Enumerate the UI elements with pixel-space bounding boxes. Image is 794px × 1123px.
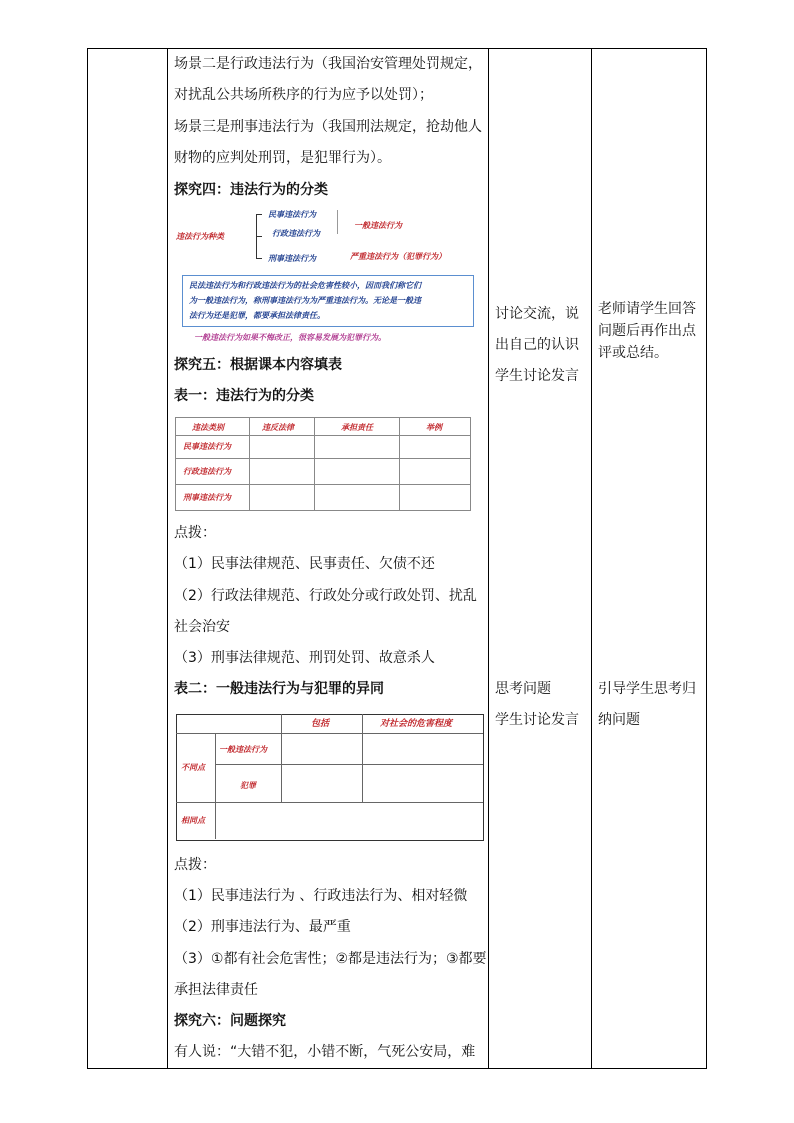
paragraph-line: 场景三是刑事违法行为（我国刑法规定，抢劫他人 — [174, 119, 482, 135]
table2-header: 对社会的危害程度 — [380, 719, 453, 729]
hint-line: 社会治安 — [174, 619, 230, 635]
table1-rowline — [175, 484, 470, 485]
paragraph-line: 场景二是行政违法行为（我国治安管理处罚规定， — [174, 56, 482, 72]
diagram-tick — [256, 258, 262, 259]
table2-diff-label: 不同点 — [181, 762, 205, 772]
hint-line: 承担法律责任 — [174, 982, 258, 998]
teacher-activity-line: 引导学生思考归 — [598, 681, 696, 697]
table2-colline — [281, 714, 282, 802]
teacher-activity-line: 问题后再作出点 — [598, 323, 696, 339]
diagram-result-serious: 严重违法行为（犯罪行为） — [350, 251, 446, 261]
note-line: 法行为还是犯罪，都要承担法律责任。 — [189, 310, 325, 320]
table2-colline — [215, 733, 216, 839]
diagram-bracket — [337, 210, 338, 234]
table-border-col3 — [591, 48, 592, 1068]
hint-line: （3）刑事法律规范、刑罚处罚、故意杀人 — [174, 650, 435, 666]
table-border-top — [87, 48, 707, 49]
student-activity-line: 思考问题 — [495, 681, 551, 697]
table-border-right — [706, 48, 707, 1068]
table1-header: 承担责任 — [341, 422, 373, 432]
table1-colline — [249, 417, 250, 510]
table-border-left — [87, 48, 88, 1068]
diagram-branch-criminal: 刑事违法行为 — [268, 253, 316, 263]
table2-header: 包括 — [311, 719, 330, 729]
table2-rowline — [176, 733, 483, 734]
note-box — [182, 275, 474, 327]
diagram-branch-civil: 民事违法行为 — [268, 209, 316, 219]
diagram-result-general: 一般违法行为 — [354, 220, 402, 230]
teacher-activity-line: 老师请学生回答 — [598, 301, 696, 317]
teacher-activity-line: 评或总结。 — [598, 345, 668, 361]
student-activity-line: 出自己的认识 — [495, 337, 579, 353]
paragraph-line: 对扰乱公共场所秩序的行为应予以处罚）； — [174, 87, 433, 103]
section-heading-6: 探究六：问题探究 — [174, 1013, 286, 1029]
section-heading-4: 探究四：违法行为的分类 — [174, 182, 328, 198]
student-activity-line: 学生讨论发言 — [495, 712, 579, 728]
student-activity-line: 讨论交流，说 — [495, 306, 579, 322]
note-line: 民法违法行为和行政违法行为的社会危害性较小，因而我们称它们 — [189, 280, 421, 290]
table1-header: 举例 — [426, 422, 442, 432]
hint-line: （1）民事法律规范、民事责任、欠债不还 — [174, 556, 435, 572]
hint-line: （2）刑事违法行为、最严重 — [174, 919, 351, 935]
diagram-tick — [256, 236, 262, 237]
table1-colline — [314, 417, 315, 510]
table2-rowline — [176, 802, 483, 803]
table2-row-label: 一般违法行为 — [219, 744, 267, 754]
note-warning: 一般违法行为如果不悔改正，很容易发展为犯罪行为。 — [194, 332, 386, 342]
diagram-tick — [256, 214, 262, 215]
table2-colline — [362, 714, 363, 802]
table2-same-label: 相同点 — [181, 815, 205, 825]
diagram-root: 违法行为种类 — [176, 231, 224, 241]
note-line: 为一般违法行为，称刑事违法行为为严重违法行为。无论是一般违 — [189, 295, 421, 305]
table1-row-label: 行政违法行为 — [183, 466, 231, 476]
hint-line: （1）民事违法行为 、行政违法行为、相对轻微 — [174, 888, 468, 904]
table1-title: 表一：违法行为的分类 — [174, 388, 314, 404]
table2-rowline — [215, 764, 483, 765]
table1-header: 违反法律 — [262, 422, 294, 432]
hint-line: （3）①都有社会危害性；②都是违法行为；③都要 — [174, 951, 487, 967]
teacher-activity-line: 纳问题 — [598, 712, 640, 728]
table-border-col1 — [167, 48, 168, 1068]
section-heading-5: 探究五：根据课本内容填表 — [174, 357, 342, 373]
student-activity-line: 学生讨论发言 — [495, 368, 579, 384]
table1-rowline — [175, 435, 470, 436]
table1-header: 违法类别 — [192, 422, 224, 432]
paragraph-line: 财物的应判处刑罚，是犯罪行为）。 — [174, 150, 391, 166]
table1-row-label: 刑事违法行为 — [183, 492, 231, 502]
table1-colline — [399, 417, 400, 510]
hint-label: 点拨： — [174, 525, 216, 541]
table2-title: 表二：一般违法行为与犯罪的异同 — [174, 681, 384, 697]
table-border-bottom — [87, 1068, 707, 1069]
table-border-col2 — [488, 48, 489, 1068]
diagram-branch-admin: 行政违法行为 — [272, 228, 320, 238]
hint-line: （2）行政法律规范、行政处分或行政处罚、扰乱 — [174, 588, 477, 604]
table1-rowline — [175, 458, 470, 459]
table2-row-label: 犯罪 — [240, 780, 256, 790]
paragraph-line: 有人说：“大错不犯，小错不断，气死公安局，难 — [174, 1044, 476, 1060]
hint-label: 点拨： — [174, 857, 216, 873]
table1-row-label: 民事违法行为 — [183, 441, 231, 451]
